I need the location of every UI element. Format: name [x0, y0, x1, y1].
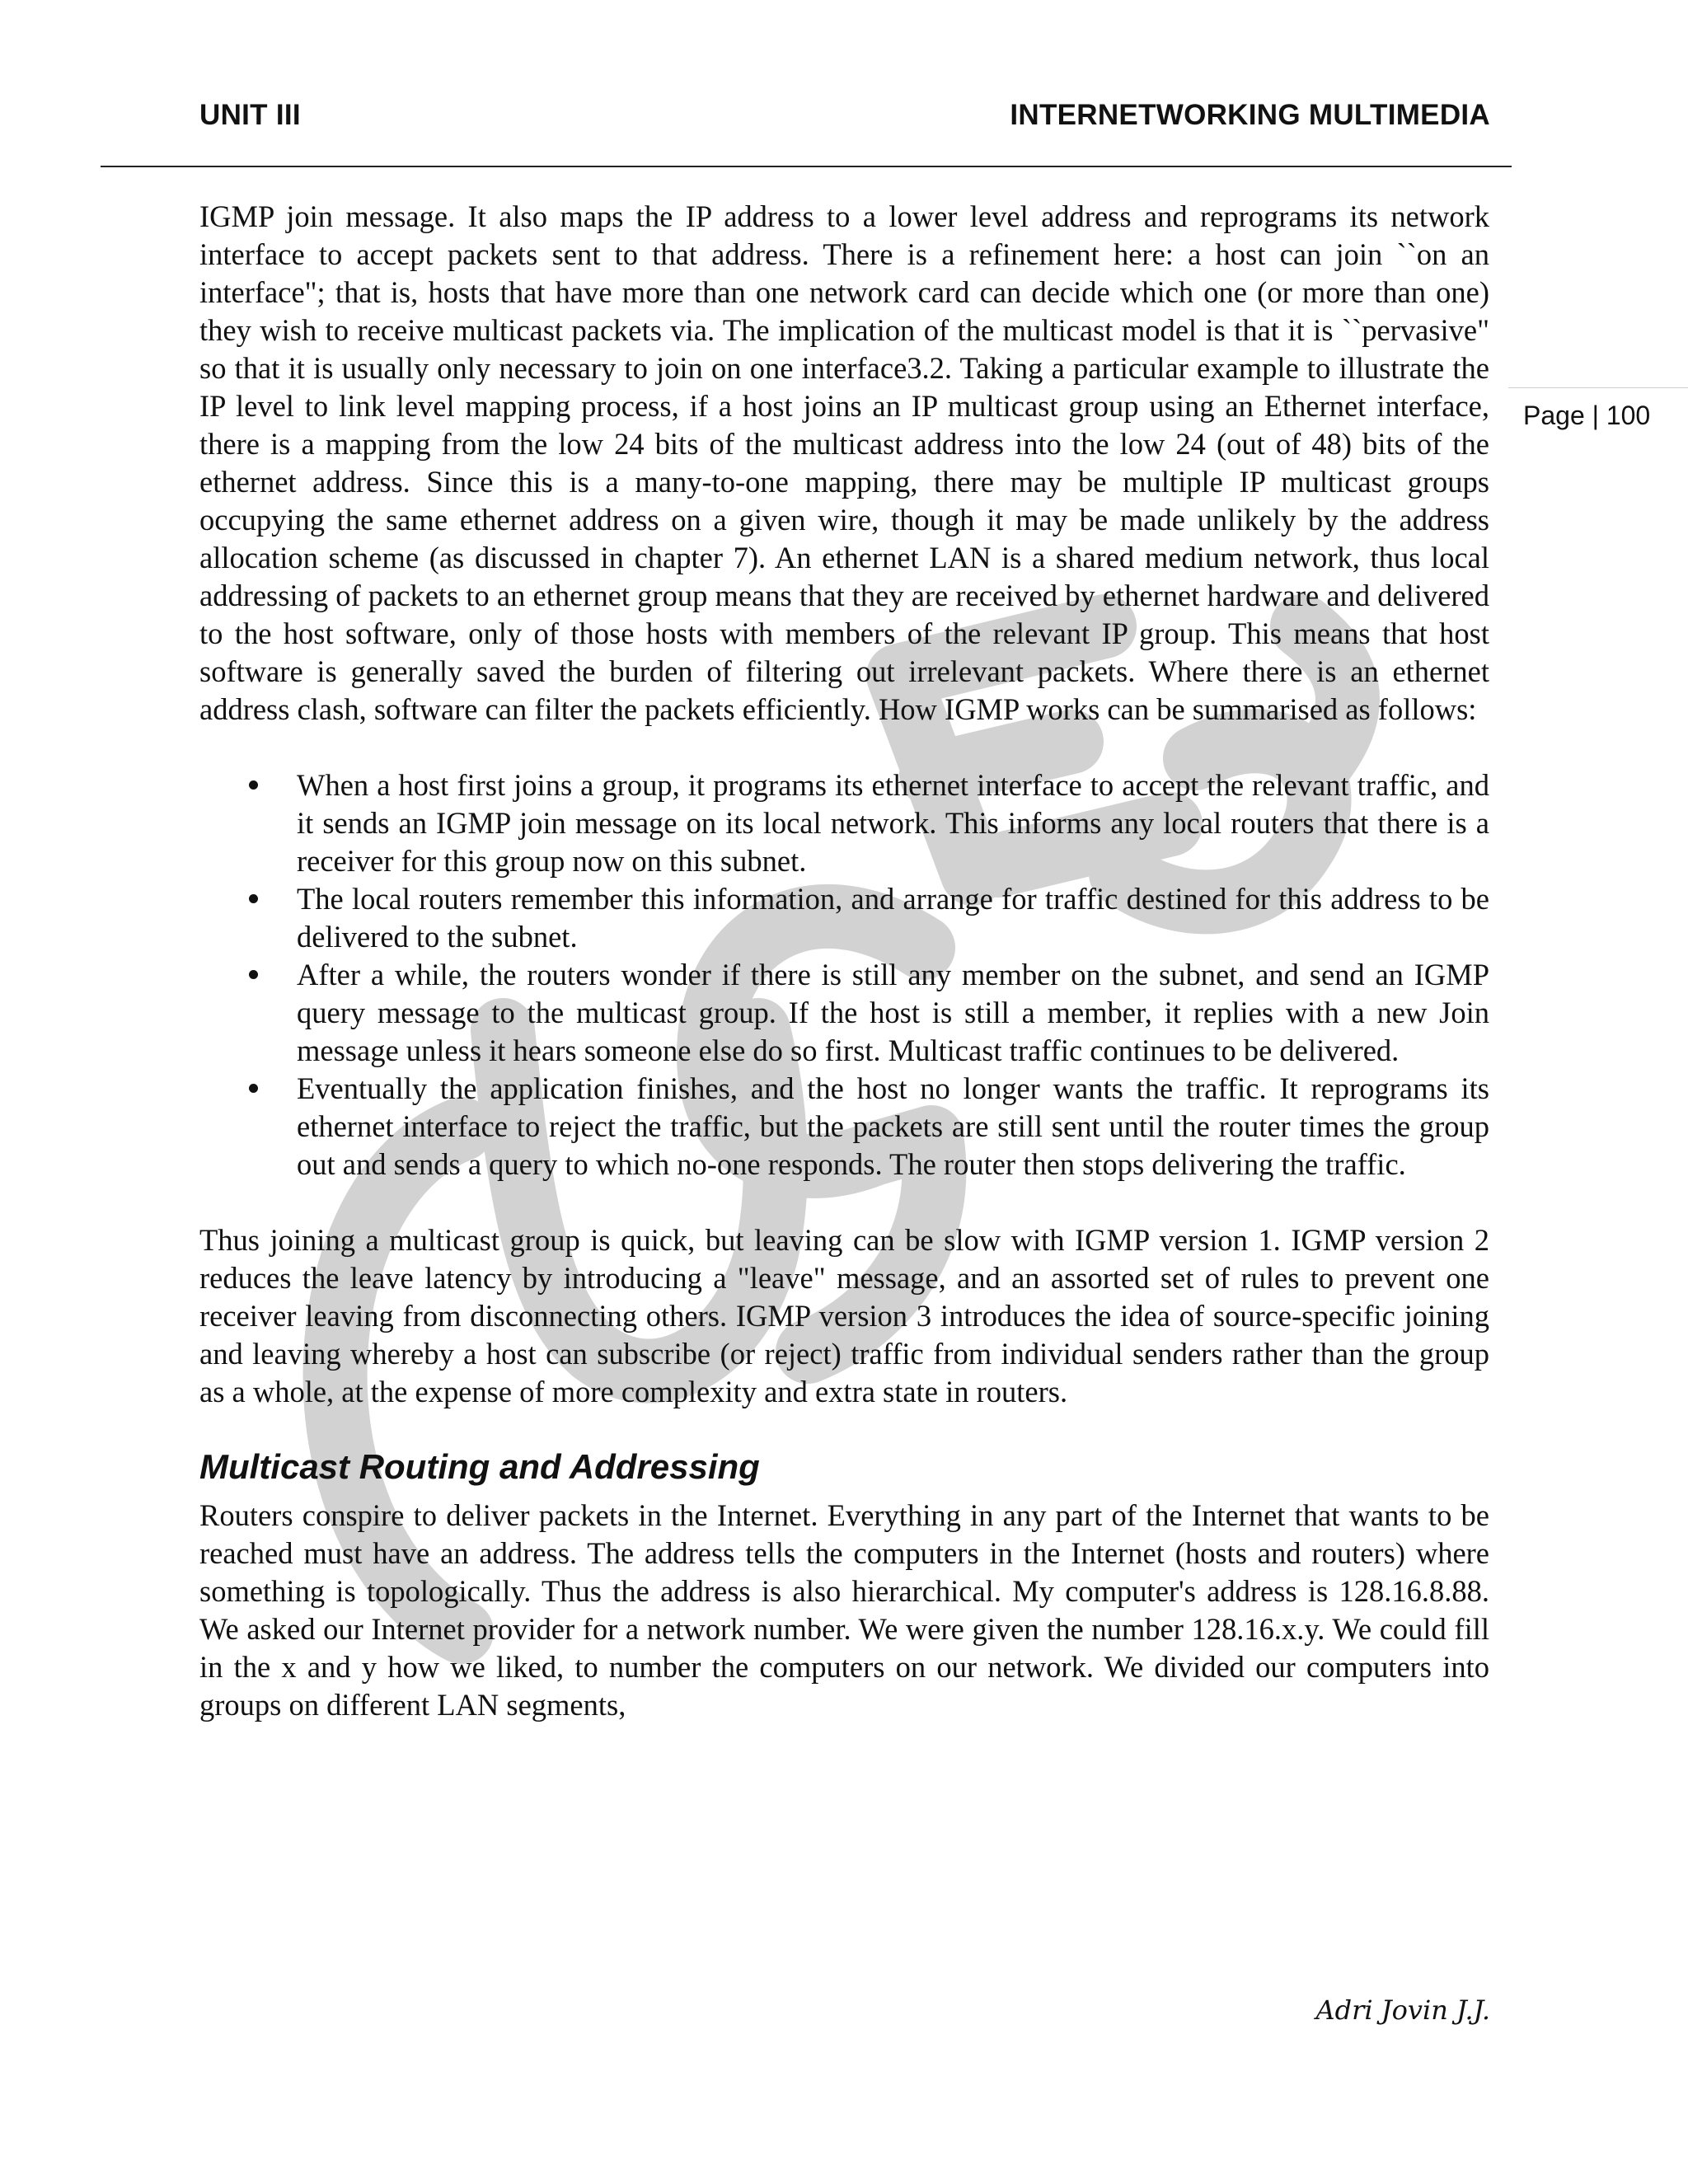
bullet-icon: [249, 1084, 258, 1093]
list-item-text: When a host first joins a group, it programs its ethernet interface to accept the relevant traffic, and it sends an IGMP join message on its local network. This informs any local routers that there is a receiver for this group now on this subnet.: [297, 768, 1489, 878]
routing-paragraph: Routers conspire to deliver packets in the Internet. Everything in any part of the Internet that wants to be reached must have an address. The address tells the computers in the Internet (hosts and routers) where something is topologically. Thus the address is also hierarchical. My computer's address is 128.16.8.88. We asked our Internet provider for a network number. We were given the number 128.16.x.y. We could fill in the x and y how we liked, to number the computers on our network. We divided our computers into groups on different LAN segments,: [199, 1498, 1489, 1722]
header-course-title: INTERNETWORKING MULTIMEDIA: [1010, 99, 1490, 131]
bullet-icon: [249, 894, 258, 903]
list-item: [199, 1070, 1489, 1183]
list-item: [199, 766, 1489, 880]
list-item: [199, 956, 1489, 1070]
page-number: Page | 100: [1523, 401, 1651, 430]
section-heading: Multicast Routing and Addressing: [199, 1447, 760, 1486]
list-item-text: The local routers remember this information, and arrange for traffic destined for this address to be delivered to the subnet.: [297, 882, 1489, 954]
bullet-icon: [249, 780, 258, 790]
header-divider: [101, 166, 1512, 167]
intro-paragraph: IGMP join message. It also maps the IP address to a lower level address and reprograms its network interface to accept packets sent to that address. There is a refinement here: a host can join ``on an interface"; that is, hosts that have more than one network card can decide which one (or more than one) they wish to receive multicast packets via. The implication of the multicast model is that it is ``pervasive" so that it is usually only necessary to join on one interface3.2. Taking a particular example to illustrate the IP level to link level mapping process, if a host joins an IP multicast group using an Ethernet interface, there is a mapping from the low 24 bits of the multicast address into the low 24 (out of 48) bits of the ethernet address. Since this is a many-to-one mapping, there may be multiple IP multicast groups occupying the same ethernet address on a given wire, though it may be made unlikely by the address allocation scheme (as discussed in chapter 7). An ethernet LAN is a shared medium network, thus local addressing of packets to an ethernet group means that they are received by ethernet hardware and delivered to the host software, only of those hosts with members of the relevant IP group. This means that host software is generally saved the burden of filtering out irrelevant packets. Where there is an ethernet address clash, software can filter the packets efficiently. How IGMP works can be summarised as follows:: [199, 199, 1489, 726]
igmp-versions-paragraph: Thus joining a multicast group is quick, but leaving can be slow with IGMP version 1. IGMP version 2 reduces the leave latency by introducing a "leave" message, and an assorted set of rules to prevent one receiver leaving from disconnecting others. IGMP version 3 introduces the idea of source-specific joining and leaving whereby a host can subscribe (or reject) traffic from individual senders rather than the group as a whole, at the expense of more complexity and extra state in routers.: [199, 1223, 1489, 1408]
list-item-text: Eventually the application finishes, and the host no longer wants the traffic. It reprograms its ethernet interface to reject the traffic, but the packets are still sent until the router times the group out and sends a query to which no-one responds. The router then stops delivering the traffic.: [297, 1071, 1489, 1181]
header-unit-label: UNIT III: [199, 99, 301, 131]
author-signature: Adri Jovin J.J.: [1315, 1994, 1490, 2026]
list-item: [199, 880, 1489, 956]
list-item-text: After a while, the routers wonder if there is still any member on the subnet, and send an IGMP query message to the multicast group. If the host is still a member, it replies with a new Join message unless it hears someone else do so first. Multicast traffic continues to be delivered.: [297, 958, 1489, 1067]
igmp-steps-list: [199, 766, 1489, 1183]
bullet-icon: [249, 970, 258, 979]
page-number-box: [1508, 387, 1688, 434]
main-content: [199, 198, 1489, 1724]
